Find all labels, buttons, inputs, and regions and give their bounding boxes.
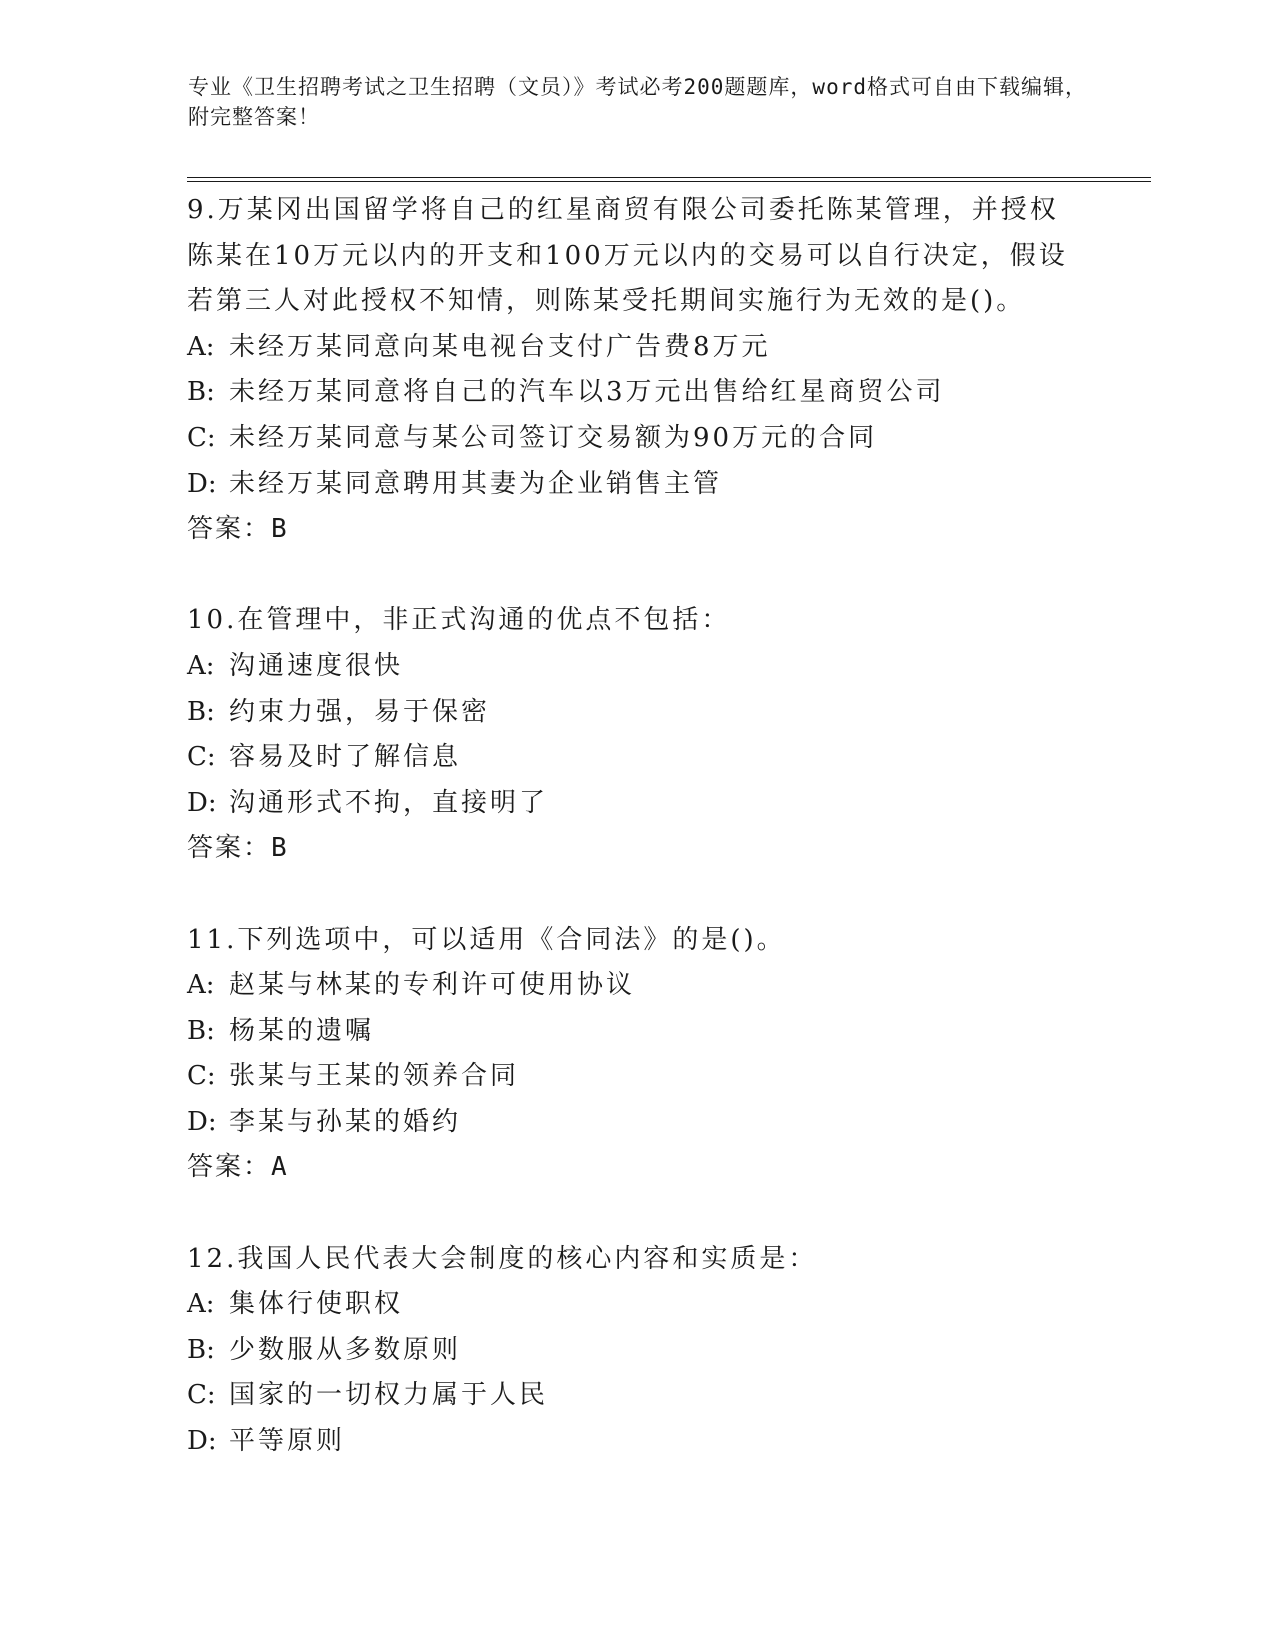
option-d: [187, 1100, 1087, 1146]
document-header: [188, 72, 1088, 132]
answer-value: B: [271, 833, 289, 864]
answer-label: 答案：: [187, 833, 272, 864]
option-a: [187, 644, 1087, 690]
option-label: B:: [187, 377, 215, 408]
option-text: 李某与孙某的婚约: [229, 1106, 462, 1137]
option-text: 赵某与林某的专利许可使用协议: [229, 970, 636, 1001]
option-text: 未经万某同意聘用其妻为企业销售主管: [229, 468, 723, 499]
option-label: A:: [187, 331, 215, 362]
option-b: [187, 370, 1087, 416]
option-a: [187, 1282, 1087, 1328]
option-label: B:: [187, 1015, 215, 1046]
answer-line: [187, 507, 1087, 553]
option-label: D:: [187, 468, 217, 499]
question-list: [187, 188, 1087, 1465]
header-divider-top: [187, 177, 1151, 178]
option-label: D:: [187, 1106, 217, 1137]
option-d: [187, 781, 1087, 827]
question-stem: 11.下列选项中，可以适用《合同法》的是()。: [187, 924, 786, 955]
answer-value: B: [271, 514, 289, 545]
option-label: D:: [187, 787, 217, 818]
option-b: [187, 1009, 1087, 1055]
option-text: 约束力强，易于保密: [229, 696, 491, 727]
option-text: 张某与王某的领养合同: [229, 1061, 520, 1092]
option-text: 少数服从多数原则: [229, 1334, 462, 1365]
option-label: A:: [187, 650, 215, 681]
option-c: [187, 735, 1087, 781]
option-label: C:: [187, 422, 216, 453]
question-11: [187, 918, 1087, 1192]
option-b: [187, 690, 1087, 736]
header-divider-bottom: [187, 181, 1151, 182]
option-text: 杨某的遗嘱: [229, 1015, 375, 1046]
option-label: B:: [187, 696, 215, 727]
option-text: 沟通速度很快: [229, 650, 404, 681]
question-10: [187, 598, 1087, 872]
question-12: [187, 1237, 1087, 1465]
question-stem: 12.我国人民代表大会制度的核心内容和实质是：: [187, 1243, 818, 1274]
option-label: C:: [187, 1061, 216, 1092]
answer-line: [187, 826, 1087, 872]
option-d: [187, 1419, 1087, 1465]
option-label: C:: [187, 742, 216, 773]
option-b: [187, 1328, 1087, 1374]
option-text: 国家的一切权力属于人民: [229, 1380, 549, 1411]
option-text: 未经万某同意与某公司签订交易额为90万元的合同: [229, 422, 878, 453]
option-text: 未经万某同意向某电视台支付广告费8万元: [229, 331, 771, 362]
header-text: 专业《卫生招聘考试之卫生招聘（文员）》考试必考200题题库，word格式可自由下载编辑，附完整答案！: [188, 75, 1087, 129]
option-label: A:: [187, 970, 215, 1001]
answer-line: [187, 1145, 1087, 1191]
option-text: 容易及时了解信息: [229, 742, 462, 773]
option-text: 平等原则: [229, 1426, 346, 1457]
option-d: [187, 462, 1087, 508]
option-text: 集体行使职权: [229, 1289, 404, 1320]
option-label: C:: [187, 1380, 216, 1411]
option-text: 沟通形式不拘，直接明了: [229, 787, 549, 818]
option-label: A:: [187, 1289, 215, 1320]
option-a: [187, 325, 1087, 371]
option-c: [187, 1054, 1087, 1100]
question-stem: 10.在管理中，非正式沟通的优点不包括：: [187, 605, 731, 636]
question-stem: 9.万某冈出国留学将自己的红星商贸有限公司委托陈某管理，并授权陈某在10万元以内的开支和100万元以内的交易可以自行决定，假设若第三人对此授权不知情，则陈某受托期间实施行为无效的是()。: [187, 195, 1068, 317]
answer-label: 答案：: [187, 1152, 272, 1183]
option-label: B:: [187, 1334, 215, 1365]
option-label: D:: [187, 1426, 217, 1457]
question-9: [187, 188, 1087, 553]
option-c: [187, 1373, 1087, 1419]
answer-label: 答案：: [187, 514, 272, 545]
answer-value: A: [271, 1152, 289, 1183]
option-a: [187, 963, 1087, 1009]
option-c: [187, 416, 1087, 462]
option-text: 未经万某同意将自己的汽车以3万元出售给红星商贸公司: [229, 377, 945, 408]
